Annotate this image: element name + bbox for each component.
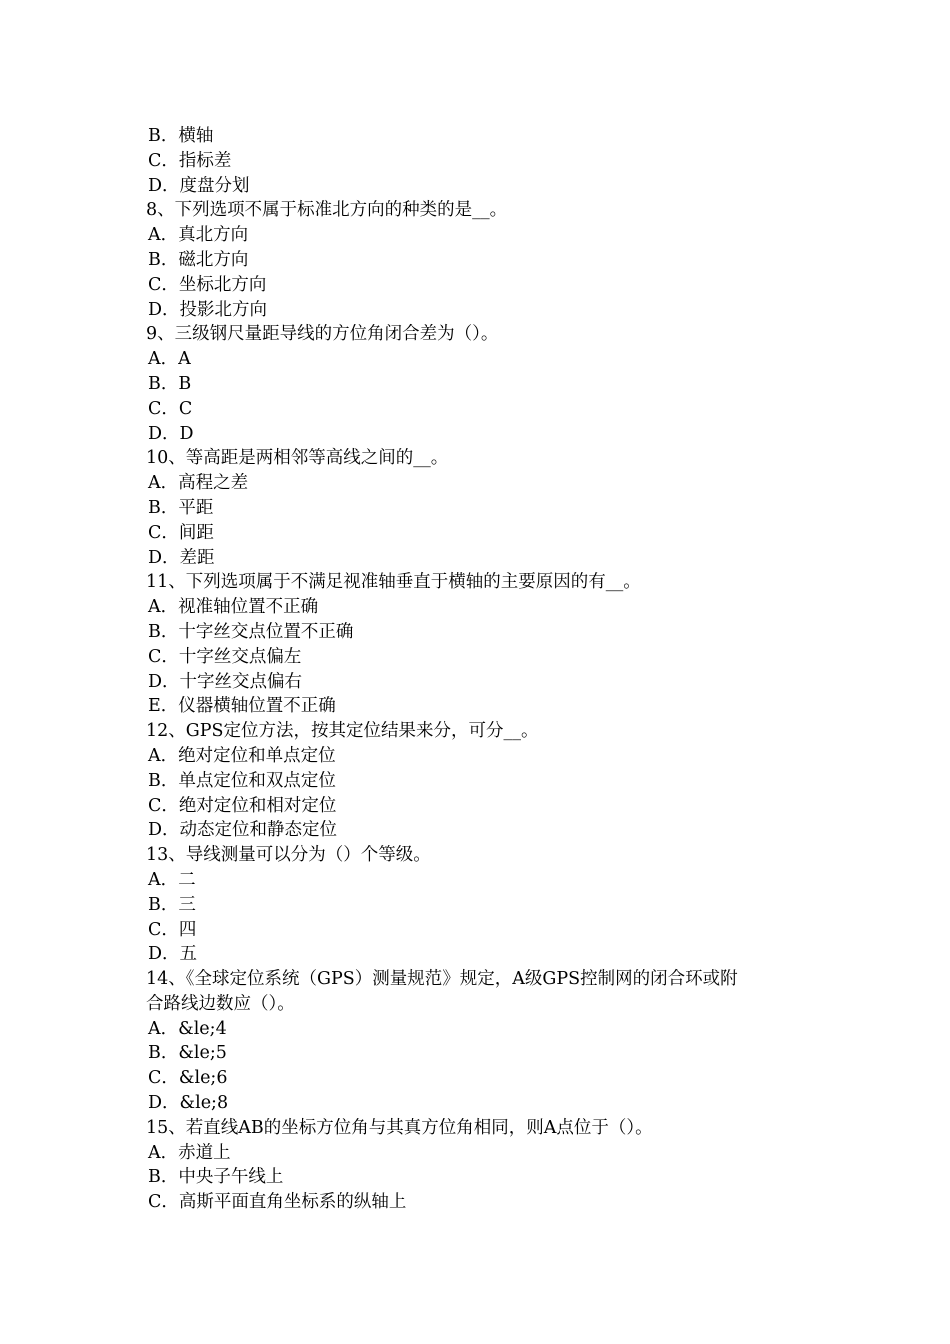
option-12b: B．单点定位和双点定位: [148, 770, 336, 791]
option-10c: C．间距: [148, 522, 214, 543]
option-14a: A．&le;4: [148, 1018, 227, 1039]
question-9: 9、三级钢尺量距导线的方位角闭合差为（）。: [146, 324, 499, 345]
option-13c: C．四: [148, 919, 197, 940]
option-9b: B．B: [148, 373, 192, 394]
question-15: 15、若直线AB的坐标方位角与其真方位角相同，则A点位于（）。: [146, 1117, 653, 1138]
option-14c: C．&le;6: [148, 1068, 228, 1089]
question-11: 11、下列选项属于不满足视准轴垂直于横轴的主要原因的有__。: [146, 572, 641, 593]
option-10a: A．高程之差: [148, 473, 249, 494]
option-10b: B．平距: [148, 497, 214, 518]
option-11b: B．十字丝交点位置不正确: [148, 621, 354, 642]
question-14-line-2: 合路线边数应（）。: [146, 993, 295, 1014]
option-11a: A．视准轴位置不正确: [148, 597, 319, 618]
option-15a: A．赤道上: [148, 1142, 231, 1163]
option-11d: D．十字丝交点偏右: [148, 671, 303, 692]
option-13b: B．三: [148, 894, 196, 915]
option-12a: A．绝对定位和单点定位: [148, 745, 336, 766]
question-10: 10、等高距是两相邻等高线之间的__。: [146, 448, 449, 469]
option-8c: C．坐标北方向: [148, 274, 267, 295]
option-9d: D．D: [148, 423, 194, 444]
option-12d: D．动态定位和静态定位: [148, 820, 338, 841]
option-15b: B．中央子午线上: [148, 1167, 284, 1188]
question-14-line-1: 14、《全球定位系统（GPS）测量规范》规定，A级GPS控制网的闭合环或附: [146, 969, 738, 990]
option-8d: D．投影北方向: [148, 299, 268, 320]
option-12c: C．绝对定位和相对定位: [148, 795, 337, 816]
option-7b: B．横轴: [148, 126, 214, 146]
option-9c: C．C: [148, 398, 193, 419]
option-11e: E．仪器横轴位置不正确: [148, 696, 336, 717]
question-8: 8、下列选项不属于标准北方向的种类的是__。: [146, 200, 508, 221]
option-9a: A．A: [148, 349, 191, 370]
option-13a: A．二: [148, 869, 196, 890]
question-13: 13、导线测量可以分为（）个等级。: [146, 845, 431, 866]
option-15c: C．高斯平面直角坐标系的纵轴上: [148, 1192, 407, 1213]
question-12: 12、GPS定位方法，按其定位结果来分，可分__。: [146, 721, 539, 742]
option-11c: C．十字丝交点偏左: [148, 646, 302, 667]
option-8b: B．磁北方向: [148, 249, 249, 270]
option-14b: B．&le;5: [148, 1043, 227, 1064]
option-7c: C．指标差: [148, 150, 232, 171]
question-list: [146, 124, 816, 1215]
option-8a: A．真北方向: [148, 225, 249, 246]
option-7d: D．度盘分划: [148, 175, 250, 196]
option-14d: D．&le;8: [148, 1093, 229, 1114]
option-13d: D．五: [148, 944, 198, 965]
option-10d: D．差距: [148, 547, 215, 568]
